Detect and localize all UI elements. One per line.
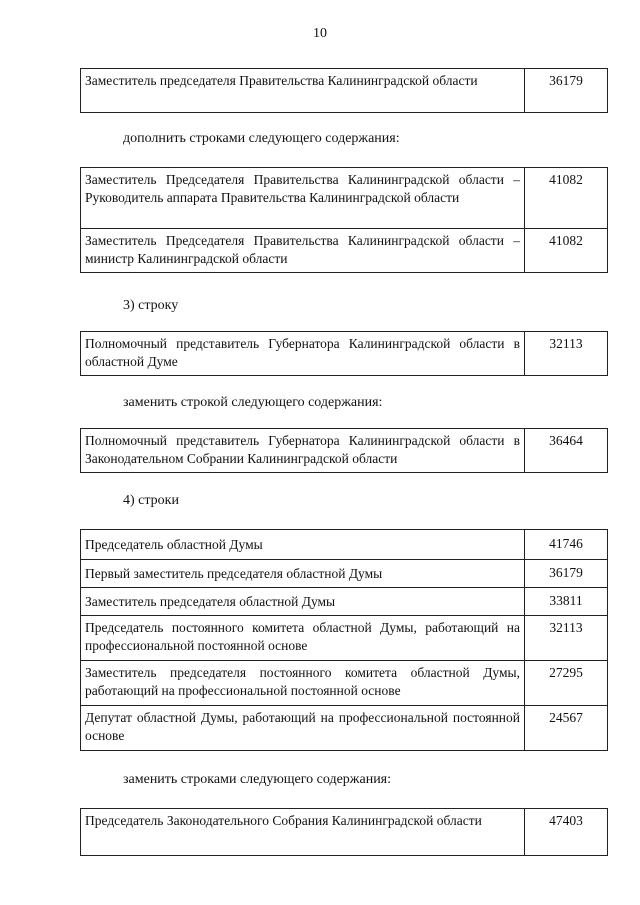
- position-cell: Заместитель председателя областной Думы: [81, 588, 525, 616]
- table-row: [81, 706, 608, 751]
- salary-cell: 36464: [525, 429, 608, 473]
- position-cell: Заместитель Председателя Правительства Калининградской области – Руководитель аппарата Правительства Калининградской области: [81, 168, 525, 229]
- salary-cell: 41082: [525, 168, 608, 229]
- instruction-text: заменить строкой следующего содержания:: [123, 395, 383, 410]
- page-number: 10: [313, 26, 327, 41]
- table-row: [81, 168, 608, 229]
- table-row: [81, 332, 608, 376]
- salary-table-3: [80, 331, 608, 376]
- table-row: [81, 616, 608, 661]
- table-row: [81, 809, 608, 856]
- table-row: [81, 560, 608, 588]
- salary-cell: 36179: [525, 560, 608, 588]
- position-cell: Полномочный представитель Губернатора Калининградской области в областной Думе: [81, 332, 525, 376]
- table-row: [81, 661, 608, 706]
- position-cell: Депутат областной Думы, работающий на профессиональной постоянной основе: [81, 706, 525, 751]
- position-cell: Заместитель председателя Правительства Калининградской области: [81, 69, 525, 113]
- salary-cell: 32113: [525, 332, 608, 376]
- salary-cell: 36179: [525, 69, 608, 113]
- position-cell: Заместитель Председателя Правительства Калининградской области – министр Калининградской области: [81, 229, 525, 273]
- position-cell: Председатель Законодательного Собрания Калининградской области: [81, 809, 525, 856]
- salary-table-5: [80, 529, 608, 751]
- salary-table-4: [80, 428, 608, 473]
- salary-cell: 32113: [525, 616, 608, 661]
- position-cell: Председатель областной Думы: [81, 530, 525, 560]
- position-cell: Заместитель председателя постоянного комитета областной Думы, работающий на профессиональной постоянной основе: [81, 661, 525, 706]
- table-row: [81, 229, 608, 273]
- instruction-text: 3) строку: [123, 298, 179, 313]
- salary-cell: 33811: [525, 588, 608, 616]
- salary-table-6: [80, 808, 608, 856]
- position-cell: Полномочный представитель Губернатора Калининградской области в Законодательном Собрании Калининградской области: [81, 429, 525, 473]
- table-row: [81, 69, 608, 113]
- salary-table-2: [80, 167, 608, 273]
- salary-cell: 24567: [525, 706, 608, 751]
- salary-table-1: [80, 68, 608, 113]
- position-cell: Первый заместитель председателя областной Думы: [81, 560, 525, 588]
- salary-cell: 41082: [525, 229, 608, 273]
- table-row: [81, 530, 608, 560]
- salary-cell: 41746: [525, 530, 608, 560]
- instruction-text: дополнить строками следующего содержания:: [123, 131, 400, 146]
- table-row: [81, 429, 608, 473]
- position-cell: Председатель постоянного комитета областной Думы, работающий на профессиональной постоянной основе: [81, 616, 525, 661]
- instruction-text: 4) строки: [123, 493, 179, 508]
- salary-cell: 47403: [525, 809, 608, 856]
- instruction-text: заменить строками следующего содержания:: [123, 772, 392, 787]
- table-row: [81, 588, 608, 616]
- salary-cell: 27295: [525, 661, 608, 706]
